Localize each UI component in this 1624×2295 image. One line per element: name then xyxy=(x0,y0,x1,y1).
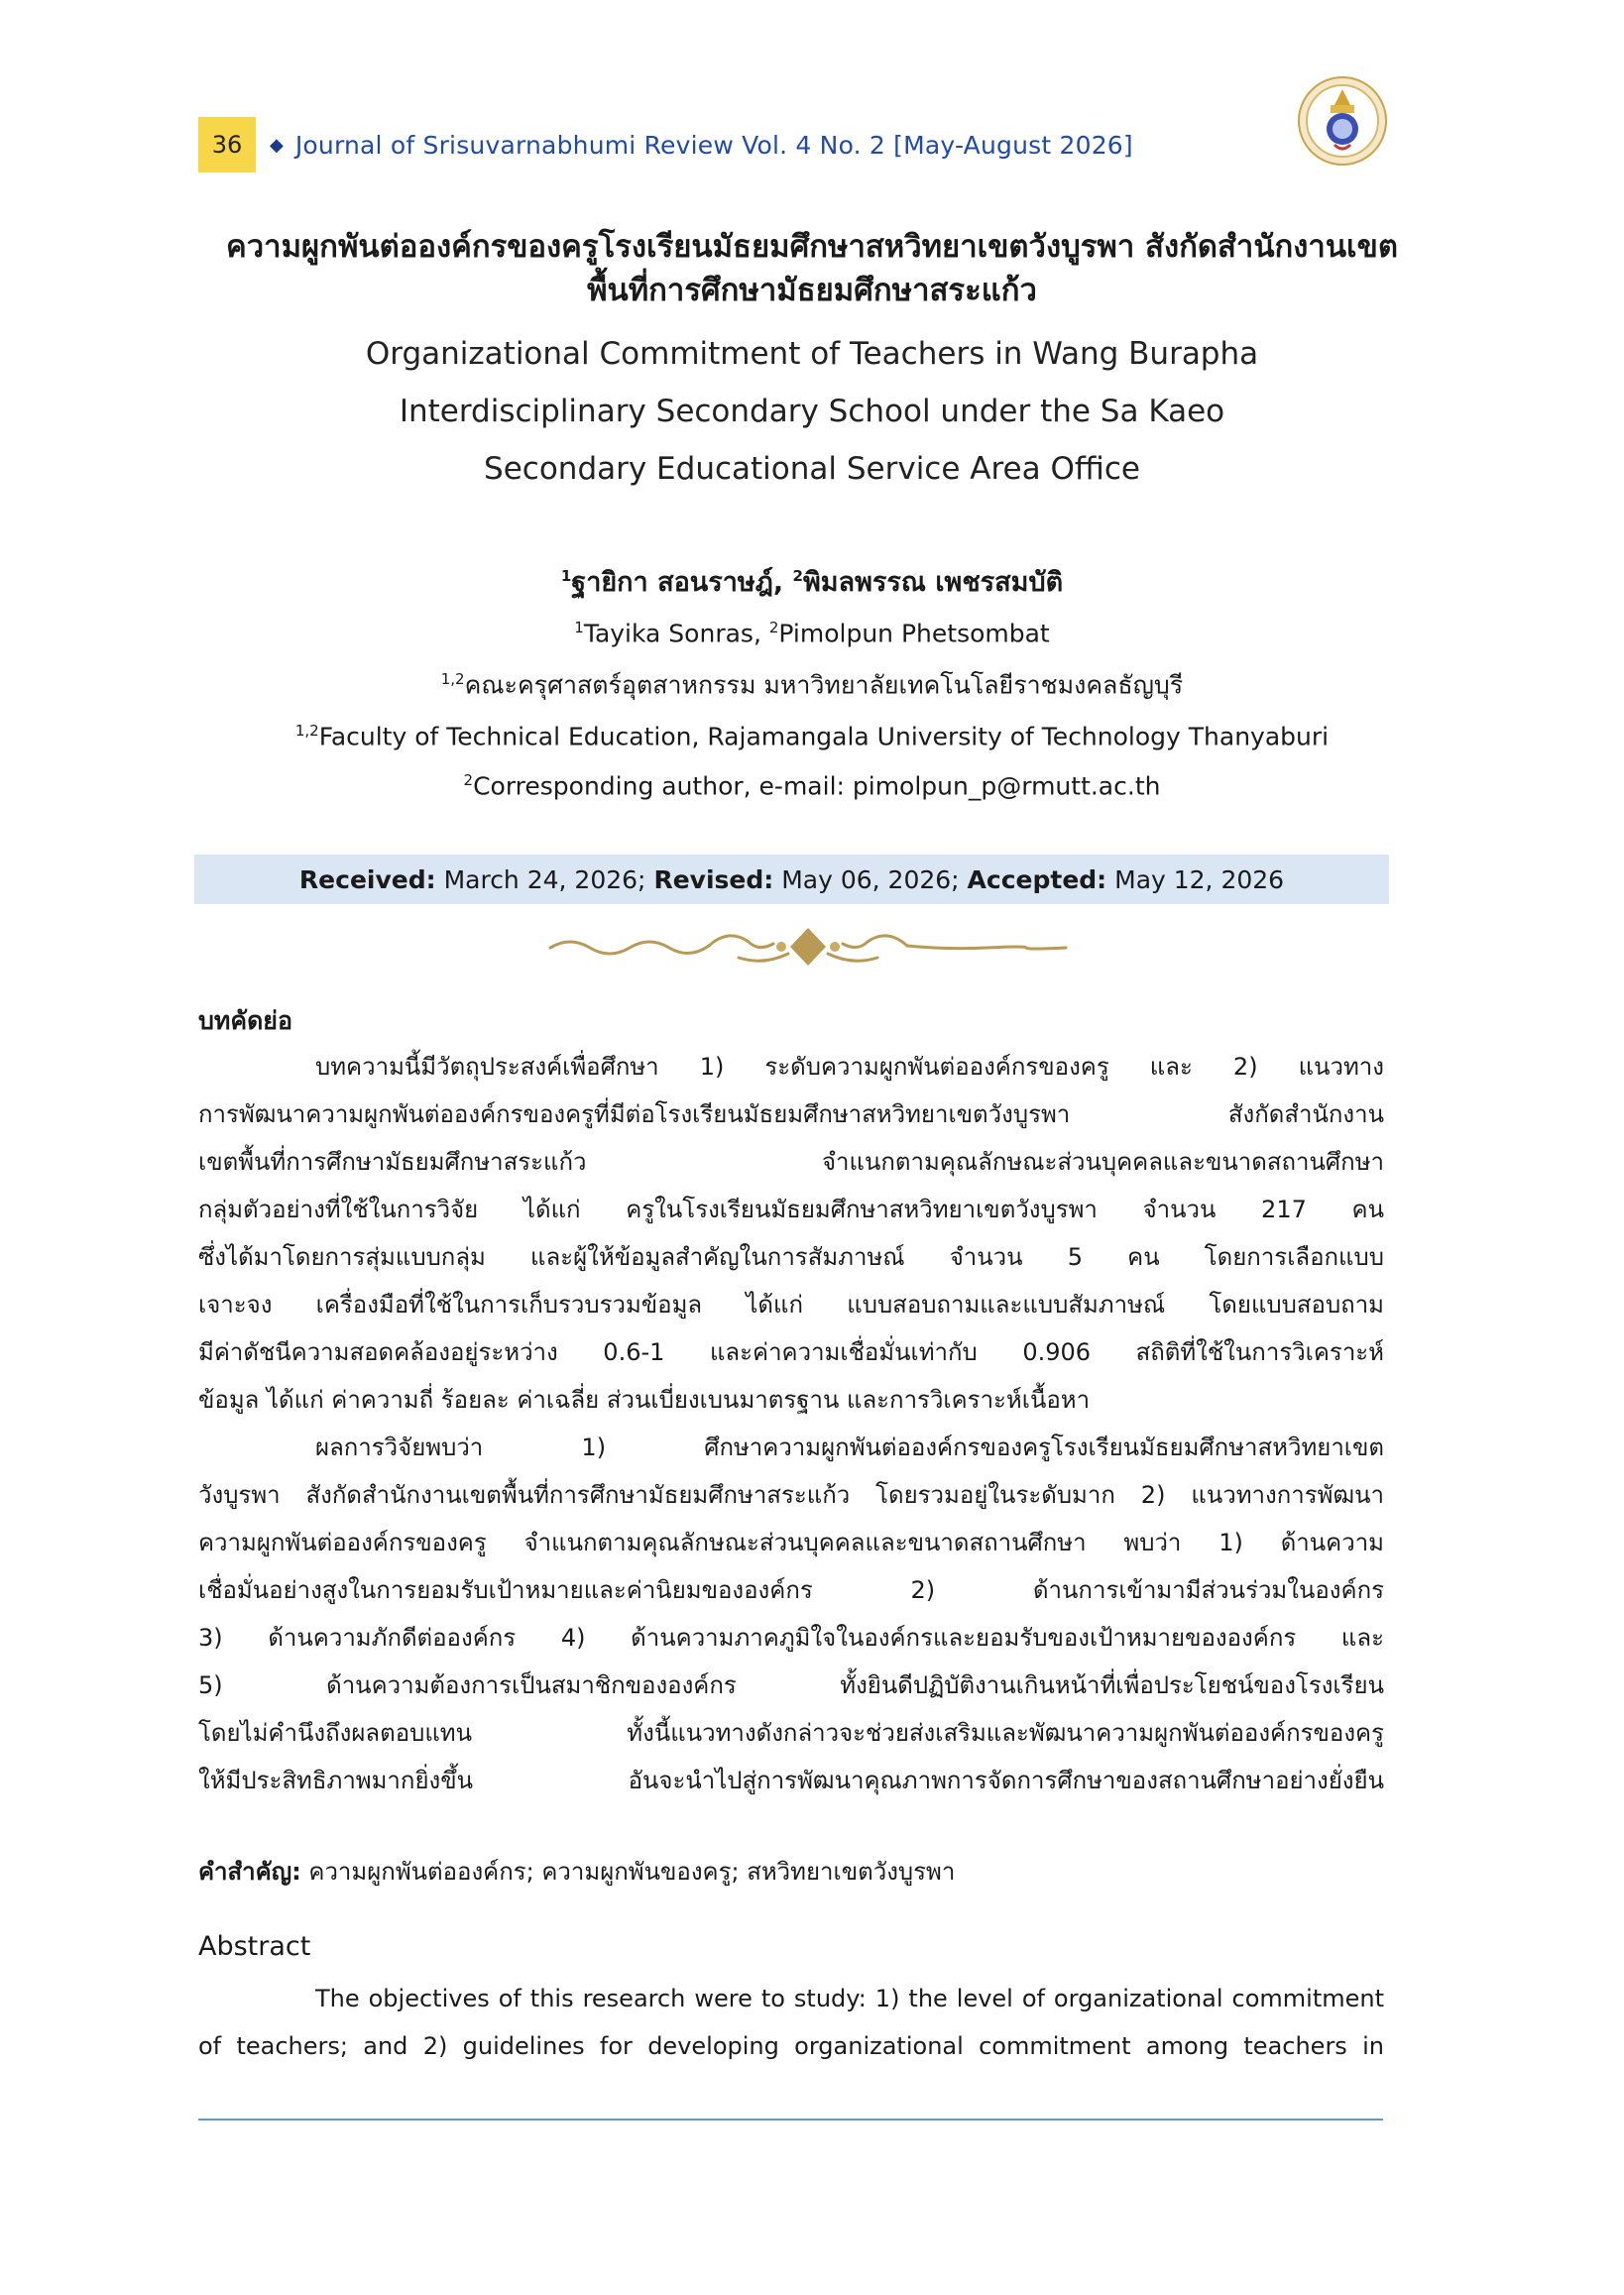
decorative-divider xyxy=(540,922,1076,972)
submission-dates: Received: March 24, 2026; Revised: May 06, 2026; Accepted: May 12, 2026 xyxy=(194,855,1389,904)
abstract-english-paragraph xyxy=(198,1975,1384,2070)
text-line: มีค่าดัชนีความสอดคล้องอยู่ระหว่าง 0.6-1 และค่าความเชื่อมั่นเท่ากับ 0.906 สถิติที่ใช้ในการวิเคราะห์ xyxy=(198,1338,1384,1366)
abstract-thai-paragraph-1 xyxy=(198,1043,1384,1424)
journal-title: Journal of Srisuvarnabhumi Review Vol. 4 No. 2 [May-August 2026] xyxy=(294,130,1133,160)
page-number: 36 xyxy=(198,117,256,172)
abstract-thai-paragraph-2 xyxy=(198,1424,1384,1804)
text-line: 5) ด้านความต้องการเป็นสมาชิกขององค์กร ทั้งยินดีปฏิบัติงานเกินหน้าที่เพื่อประโยชน์ของโรงเรียน xyxy=(198,1671,1384,1699)
affiliation-thai: $^{1,2}$คณะครุศาสตร์อุตสาหกรรม มหาวิทยาลัยเทคโนโลยีราชมงคลธัญบุรี xyxy=(440,670,1184,700)
corresponding-author: $^2$Corresponding author, e-mail: pimolpun_p@rmutt.ac.th xyxy=(463,771,1161,801)
text-line: ความผูกพันต่อองค์กรของครู จำแนกตามคุณลักษณะส่วนบุคคลและขนาดสถานศึกษา พบว่า 1) ด้านความ xyxy=(198,1529,1384,1556)
footer-rule xyxy=(198,2119,1383,2121)
text-line: 3) ด้านความภักดีต่อองค์กร 4) ด้านความภาคภูมิใจในองค์กรและยอมรับของเป้าหมายขององค์กร และ xyxy=(198,1624,1384,1652)
title-english-line-1: Organizational Commitment of Teachers in Wang Burapha xyxy=(365,336,1259,372)
title-thai-line-1: ความผูกพันต่อองค์กรของครูโรงเรียนมัธยมศึกษาสหวิทยาเขตวังบูรพา สังกัดสำนักงานเขต xyxy=(226,229,1398,265)
affiliation-english: $^{1,2}$Faculty of Technical Education, Rajamangala University of Technology Thanyaburi xyxy=(294,722,1330,751)
text-line: โดยไม่คำนึงถึงผลตอบแทน ทั้งนี้แนวทางดังกล่าวจะช่วยส่งเสริมและพัฒนาความผูกพันต่อองค์กรของครู xyxy=(198,1719,1384,1747)
text-line: ผลการวิจัยพบว่า 1) ศึกษาความผูกพันต่อองค์กรของครูโรงเรียนมัธยมศึกษาสหวิทยาเขต xyxy=(315,1434,1384,1461)
abstract-english-heading: Abstract xyxy=(198,1931,311,1962)
text-line: วังบูรพา สังกัดสำนักงานเขตพื้นที่การศึกษามัธยมศึกษาสระแก้ว โดยรวมอยู่ในระดับมาก 2) แนวทางการพัฒนา xyxy=(198,1481,1384,1509)
text-line: การพัฒนาความผูกพันต่อองค์กรของครูที่มีต่อโรงเรียนมัธยมศึกษาสหวิทยาเขตวังบูรพา สังกัดสำนักงาน xyxy=(198,1100,1384,1128)
text-line: The objectives of this research were to study: 1) the level of organizational commitment xyxy=(315,1985,1384,2012)
text-line: กลุ่มตัวอย่างที่ใช้ในการวิจัย ได้แก่ ครูในโรงเรียนมัธยมศึกษาสหวิทยาเขตวังบูรพา จำนวน 217 คน xyxy=(198,1196,1384,1223)
text-line: ซึ่งได้มาโดยการสุ่มแบบกลุ่ม และผู้ให้ข้อมูลสำคัญในการสัมภาษณ์ จำนวน 5 คน โดยการเลือกแบบ xyxy=(198,1243,1384,1271)
text-line: of teachers; and 2) guidelines for developing organizational commitment among teachers in xyxy=(198,2032,1384,2060)
diamond-icon: ◆ xyxy=(270,134,284,156)
text-line: เจาะจง เครื่องมือที่ใช้ในการเก็บรวบรวมข้อมูล ได้แก่ แบบสอบถามและแบบสัมภาษณ์ โดยแบบสอบถาม xyxy=(198,1291,1384,1319)
text-line: บทความนี้มีวัตถุประสงค์เพื่อศึกษา 1) ระดับความผูกพันต่อองค์กรของครู และ 2) แนวทาง xyxy=(315,1053,1384,1081)
title-english-line-2: Interdisciplinary Secondary School under the Sa Kaeo xyxy=(399,394,1225,429)
title-thai-line-2: พื้นที่การศึกษามัธยมศึกษาสระแก้ว xyxy=(587,273,1037,308)
authors-english: $^1$Tayika Sonras, $^2$Pimolpun Phetsombat xyxy=(574,619,1050,648)
keywords-thai: คำสำคัญ: ความผูกพันต่อองค์กร; ความผูกพันของครู; สหวิทยาเขตวังบูรพา xyxy=(198,1858,956,1886)
university-seal-logo xyxy=(1297,75,1388,167)
running-header xyxy=(198,117,1133,172)
title-english-line-3: Secondary Educational Service Area Office xyxy=(484,451,1140,487)
abstract-thai-heading: บทคัดย่อ xyxy=(198,1006,292,1035)
text-line: ให้มีประสิทธิภาพมากยิ่งขึ้น อันจะนำไปสู่การพัฒนาคุณภาพการจัดการศึกษาของสถานศึกษาอย่างยั่งยืน xyxy=(198,1767,1384,1794)
text-line: เชื่อมั่นอย่างสูงในการยอมรับเป้าหมายและค่านิยมขององค์กร 2) ด้านการเข้ามามีส่วนร่วมในองค์กร xyxy=(198,1576,1384,1604)
text-line: ข้อมูล ได้แก่ ค่าความถี่ ร้อยละ ค่าเฉลี่ย ส่วนเบี่ยงเบนมาตรฐาน และการวิเคราะห์เนื้อหา xyxy=(198,1386,1091,1414)
authors-thai: $^1$ฐายิกา สอนราษฎ์, $^2$พิมลพรรณ เพชรสมบัติ xyxy=(560,567,1064,598)
text-line: เขตพื้นที่การศึกษามัธยมศึกษาสระแก้ว จำแนกตามคุณลักษณะส่วนบุคคลและขนาดสถานศึกษา xyxy=(198,1148,1384,1176)
